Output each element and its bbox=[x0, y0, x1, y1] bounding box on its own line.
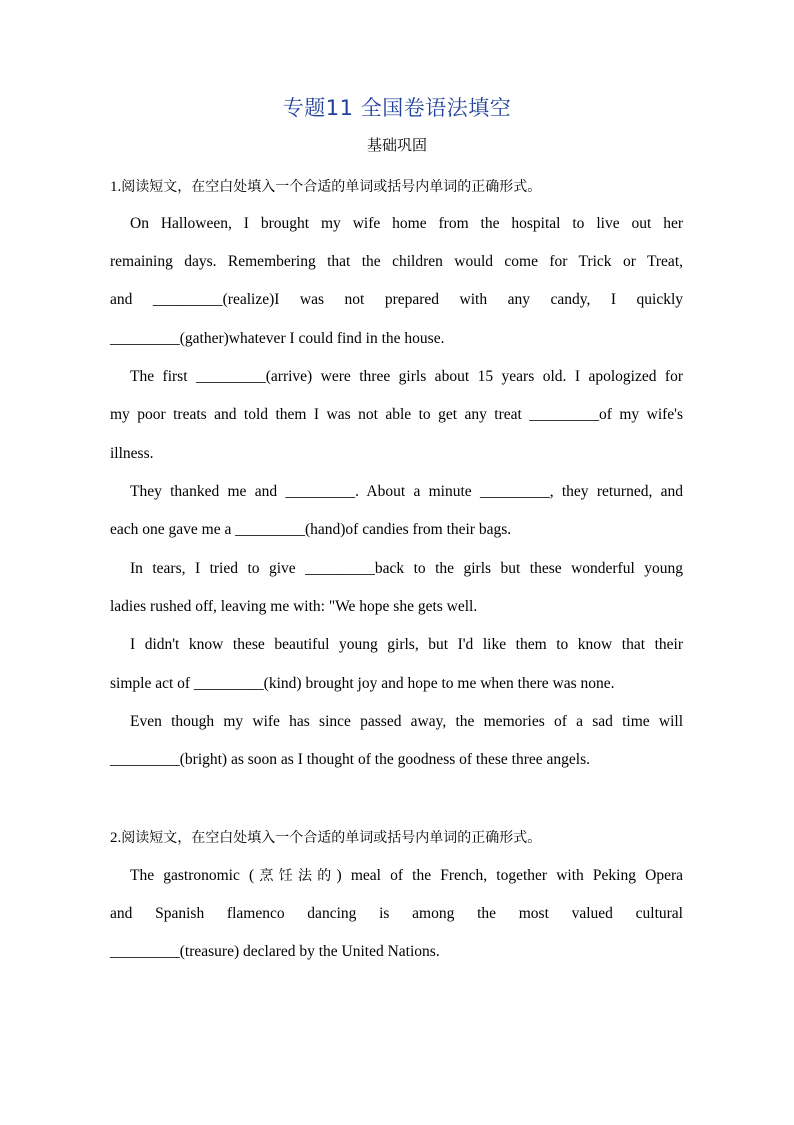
section2-instruction bbox=[110, 827, 690, 847]
passage1-line: In tears, I tried to give _________back to the girls but these wonderful young bbox=[130, 560, 683, 577]
passage1-line: remaining days. Remembering that the children would come for Trick or Treat, bbox=[110, 253, 683, 270]
passage1-line: each one gave me a _________(hand)of candies from their bags. bbox=[110, 521, 512, 538]
passage1-line: _________(gather)whatever I could find in the house. bbox=[110, 330, 445, 347]
passage2-line1-pre: The gastronomic ( bbox=[130, 867, 255, 884]
page-subtitle: 基础巩固 bbox=[366, 136, 427, 154]
passage1-line: ladies rushed off, leaving me with: "We hope she gets well. bbox=[110, 598, 478, 615]
section2-instruction-text: 阅读短文，在空白处填入一个合适的单词或括号内单词的正确形式。 bbox=[121, 830, 542, 846]
page-title: 专题11 全国卷语法填空 bbox=[282, 96, 512, 120]
section1-instruction-text: 阅读短文，在空白处填入一个合适的单词或括号内单词的正确形式。 bbox=[121, 179, 542, 195]
passage1-line: I didn't know these beautiful young girls, but I'd like them to know that their bbox=[130, 636, 683, 653]
passage1-line: illness. bbox=[110, 445, 154, 462]
passage2-line: _________(treasure) declared by the United Nations. bbox=[110, 943, 440, 960]
passage1-line: They thanked me and _________. About a minute _________, they returned, and bbox=[130, 483, 683, 500]
passage2-line bbox=[130, 866, 683, 886]
passage1-line: On Halloween, I brought my wife home from the hospital to live out her bbox=[130, 215, 683, 232]
passage1-line: and _________(realize)I was not prepared with any candy, I quickly bbox=[110, 291, 683, 308]
section2-number: 2. bbox=[110, 830, 122, 846]
passage1-line: _________(bright) as soon as I thought of the goodness of these three angels. bbox=[110, 751, 590, 768]
passage1-line: The first _________(arrive) were three girls about 15 years old. I apologized for bbox=[130, 368, 683, 385]
passage2-chinese-gloss: 烹饪法的 bbox=[254, 868, 337, 884]
passage1-line: simple act of _________(kind) brought joy and hope to me when there was none. bbox=[110, 675, 615, 692]
passage1-line: my poor treats and told them I was not able to get any treat _________of my wife's bbox=[110, 406, 683, 423]
section1-instruction bbox=[110, 176, 690, 196]
passage2-line: and Spanish flamenco dancing is among the most valued cultural bbox=[110, 905, 683, 922]
section1-number: 1. bbox=[110, 179, 122, 195]
passage1-line: Even though my wife has since passed away, the memories of a sad time will bbox=[130, 713, 683, 730]
passage2-line1-post: ) meal of the French, together with Peking Opera bbox=[336, 867, 683, 884]
